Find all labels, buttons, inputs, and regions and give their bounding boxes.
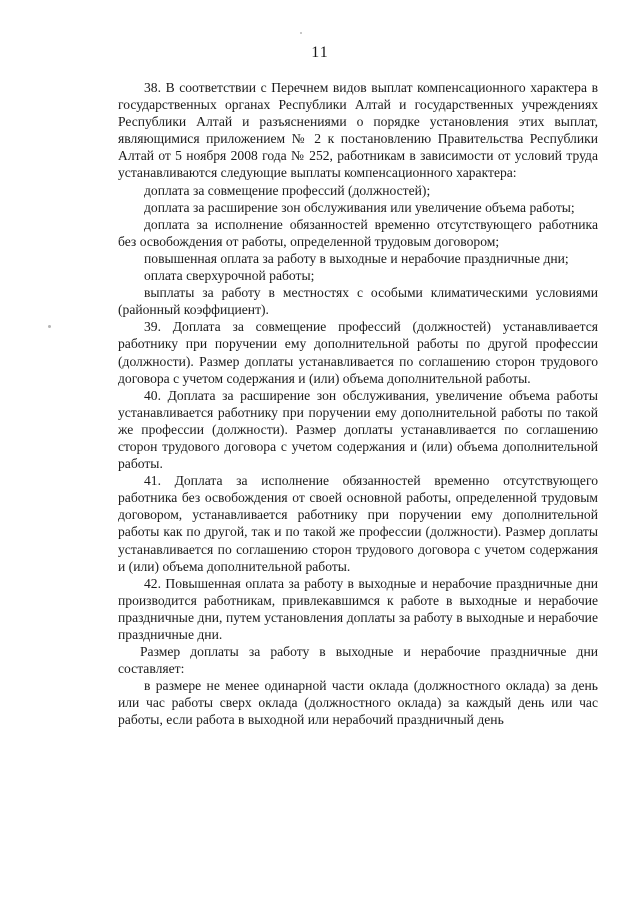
scan-speck xyxy=(300,32,302,34)
paragraph-38-item-3: доплата за исполнение обязанностей временно отсутствующего работника без освобождения от работы, определенной трудовым договором; xyxy=(118,216,598,249)
document-body xyxy=(118,79,598,729)
paragraph-38: 38. В соответствии с Перечнем видов выплат компенсационного характера в государственных органах Республики Алтай и государственных учреждениях Республики Алтай и разъяснениями о порядке установления этих выплат, являющимися приложением № 2 к постановлению Правительства Республики Алтай от 5 ноября 2008 года № 252, работникам в зависимости от условий труда устанавливаются следующие выплаты компенсационного характера: xyxy=(118,80,598,181)
paragraph-41: 41. Доплата за исполнение обязанностей временно отсутствующего работника без освобождения от своей основной работы, определенной трудовым договором, устанавливается работнику при поручении ему дополнительной работы как по другой, так и по такой же профессии (должности). Размер доплаты устанавливается по соглашению сторон трудового договора с учетом содержания и (или) объема дополнительной работы. xyxy=(118,473,598,574)
paragraph-38-item-4: повышенная оплата за работу в выходные и нерабочие праздничные дни; xyxy=(144,250,569,266)
page-number: 11 xyxy=(311,44,329,61)
paragraph-40: 40. Доплата за расширение зон обслуживания, увеличение объема работы устанавливается работнику при поручении ему дополнительной работы по такой же профессии (должности). Размер доплаты устанавливается по соглашению сторон трудового договора с учетом содержания и (или) объема дополнительной работы. xyxy=(118,387,598,472)
paragraph-42-size: Размер доплаты за работу в выходные и нерабочие праздничные дни составляет: xyxy=(118,644,598,677)
paragraph-42-size-item-1: в размере не менее одинарной части оклада (должностного оклада) за день или час работы сверх оклада (должностного оклада) за каждый день или час работы, если работа в выходной или нерабочий праздничный день xyxy=(118,678,598,728)
paragraph-38-item-1: доплата за совмещение профессий (должностей); xyxy=(144,182,431,198)
scan-speck xyxy=(48,325,51,328)
paragraph-42: 42. Повышенная оплата за работу в выходные и нерабочие праздничные дни производится работникам, привлекавшимся к работе в выходные и нерабочие праздничные дни, путем установления доплаты за работу в выходные и нерабочие праздничные дни. xyxy=(118,575,598,642)
paragraph-38-item-5: оплата сверхурочной работы; xyxy=(144,268,315,284)
paragraph-38-item-2: доплата за расширение зон обслуживания или увеличение объема работы; xyxy=(144,199,575,215)
paragraph-39: 39. Доплата за совмещение профессий (должностей) устанавливается работнику при поручении ему дополнительной работы по другой профессии (должности). Размер доплаты устанавливается по соглашению сторон трудового договора с учетом содержания и (или) объема дополнительной работы. xyxy=(118,319,598,386)
paragraph-38-item-6: выплаты за работу в местностях с особыми климатическими условиями (районный коэффициент). xyxy=(118,285,598,318)
